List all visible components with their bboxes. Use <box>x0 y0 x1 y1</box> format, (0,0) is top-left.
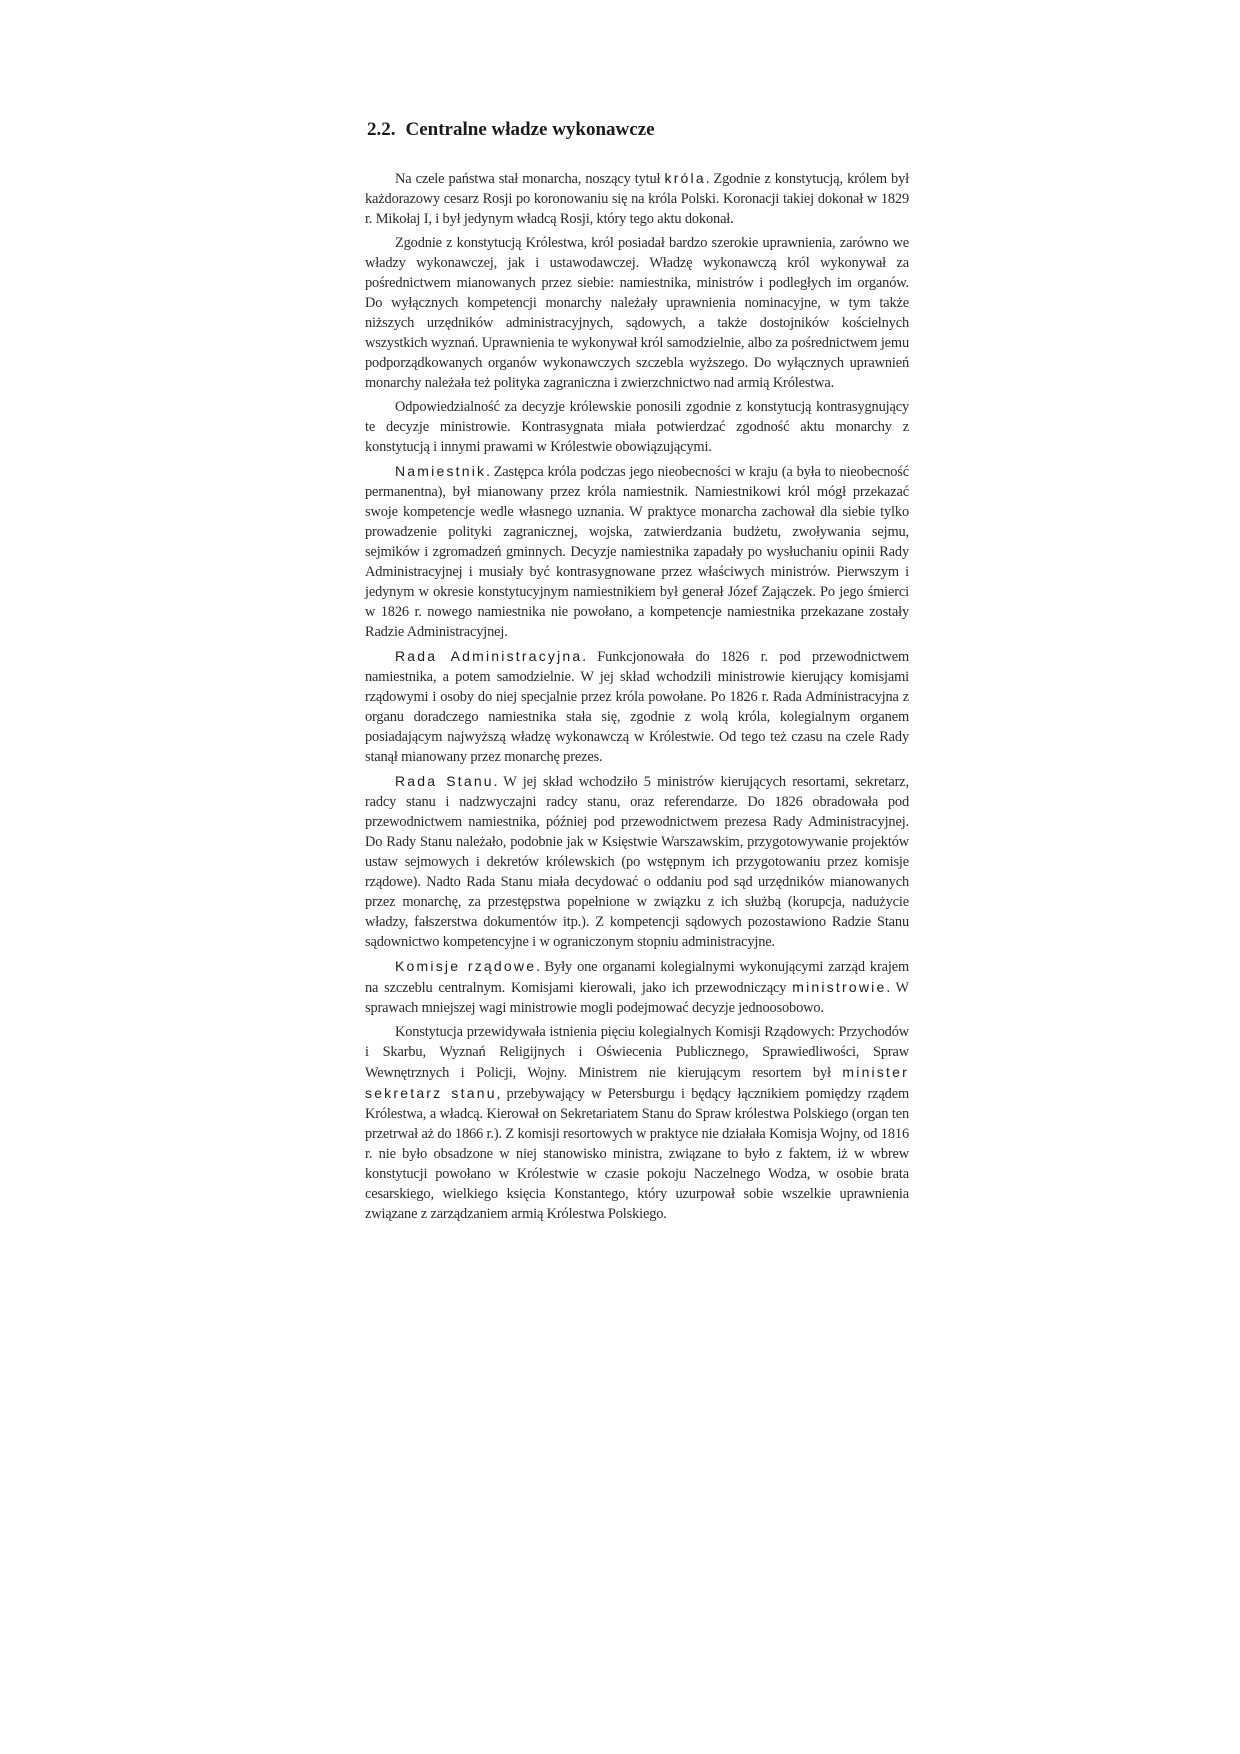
paragraph-text: . W jej skład wchodziło 5 ministrów kierujących resortami, sekretarz, radcy stanu i nadzwyczajni radcy stanu, oraz referendarze. Do 1826 obradowała pod przewodnictwem namiestnika, później pod przewodnictwem prezesa Rady Administracyjnej. Do Rady Stanu należało, podobnie jak w Księstwie Warszawskim, przygotowywanie projektów ustaw sejmowych i dekretów królewskich (po wstępnym ich przygotowaniu przez komisje rządowe). Nadto Rada Stanu miała decydować o oddaniu pod sąd urzędników mianowanych przez monarchę, za przestępstwa popełnione w związku z ich służbą (korupcja, nadużycie władzy, fałszerstwa dokumentów itp.). Z kompetencji sądowych pozostawiono Radzie Stanu sądownictwo kompetencyjne i w ograniczonym stopniu administracyjne. <box>365 774 909 950</box>
emphasized-term: Komisje rządowe <box>395 958 537 974</box>
paragraph <box>365 956 909 1018</box>
section-number: 2.2. <box>367 119 396 140</box>
emphasized-term: ministrowie <box>792 979 887 995</box>
section-title: Centralne władze wykonawcze <box>405 119 655 140</box>
paragraph-text: . Zgodnie z konstytucją, królem był każdorazowy cesarz Rosji po koronowaniu się na króla Polski. Koronacji takiej dokonał w 1829 r. Mikołaj I, i był jedynym władcą Rosji, który tego aktu dokonał. <box>365 171 909 227</box>
paragraph <box>365 771 909 952</box>
paragraph-text: . Zastępca króla podczas jego nieobecności w kraju (a była to nieobecność permanentna), był mianowany przez króla namiestnik. Namiestnikowi król mógł przekazać swoje kompetencje wedle własnego uznania. W praktyce monarcha zachował dla siebie tylko prowadzenie polityki zagranicznej, wojska, zatwierdzania budżetu, zwoływania sejmu, sejmików i zgromadzeń gminnych. Decyzje namiestnika zapadały po wysłuchaniu opinii Rady Administracyjnej i musiały być kontrasygnowane przez właściwych ministrów. Pierwszym i jedynym w okresie konstytucyjnym namiestnikiem był generał Józef Zajączek. Po jego śmierci w 1826 r. nowego namiestnika nie powołano, a kompetencje namiestnika przekazane zostały Radzie Administracyjnej. <box>365 464 909 640</box>
paragraph <box>365 461 909 642</box>
document-page <box>365 118 909 1228</box>
paragraph <box>365 1022 909 1224</box>
emphasized-term: Rada Administracyjna <box>395 648 583 664</box>
emphasized-term: króla <box>664 170 706 186</box>
emphasized-term: Rada Stanu <box>395 773 494 789</box>
paragraph <box>365 168 909 229</box>
paragraph-text: , przebywający w Petersburgu i będący łącznikiem pomiędzy rządem Królestwa, a władcą. Kierował on Sekretariatem Stanu do Spraw królestwa Polskiego (organ ten przetrwał aż do 1866 r.). Z komisji resortowych w praktyce nie działała Komisja Wojny, od 1816 r. nie było obsadzone w niej stanowisko ministra, związane to było z faktem, iż w wbrew konstytucji powołano w Królestwie w czasie pokoju Naczelnego Wodza, w osobie brata cesarskiego, wielkiego księcia Konstantego, który uzurpował sobie wszelkie uprawnienia związane z zarządzaniem armią Królestwa Polskiego. <box>365 1086 909 1222</box>
paragraph-text: . W sprawach mniejszej wagi ministrowie mogli podejmować decyzje jednoosobowo. <box>365 980 909 1016</box>
paragraph-text: Odpowiedzialność za decyzje królewskie ponosili zgodnie z konstytucją kontrasygnujący te decyzje ministrowie. Kontrasygnata miała potwierdzać zgodność aktu monarchy z konstytucją i innymi prawami w Królestwie obowiązującymi. <box>365 399 909 455</box>
paragraph-text: Na czele państwa stał monarcha, noszący tytuł <box>395 171 665 187</box>
paragraph <box>365 646 909 767</box>
paragraph <box>365 233 909 393</box>
paragraph-text: . Funkcjonowała do 1826 r. pod przewodnictwem namiestnika, a potem samodzielnie. W jej skład wchodzili ministrowie kierujący komisjami rządowymi i osoby do niej specjalnie przez króla powołane. Po 1826 r. Rada Administracyjna z organu doradczego namiestnika stała się, zgodnie z wolą króla, kolegialnym organem posiadającym najwyższą władzę wykonawczą w Królestwie. Od tego też czasu na czele Rady stanął mianowany przez monarchę prezes. <box>365 649 909 765</box>
body-text <box>365 168 909 1224</box>
paragraph-text: Konstytucja przewidywała istnienia pięciu kolegialnych Komisji Rządowych: Przychodów i Skarbu, Wyznań Religijnych i Oświecenia Publicznego, Sprawiedliwości, Spraw Wewnętrznych i Policji, Wojny. Ministrem nie kierującym resortem był <box>365 1024 909 1081</box>
emphasized-term: minister sekretarz stanu <box>365 1064 909 1101</box>
paragraph-text: . Były one organami kolegialnymi wykonującymi zarząd krajem na szczeblu centralnym. Komisjami kierowali, jako ich przewodniczący <box>365 959 909 996</box>
emphasized-term: Namiestnik <box>395 463 487 479</box>
section-heading <box>367 118 909 142</box>
paragraph-text: Zgodnie z konstytucją Królestwa, król posiadał bardzo szerokie uprawnienia, zarówno we władzy wykonawczej, jak i ustawodawczej. Władzę wykonawczą król wykonywał za pośrednictwem mianowanych przez siebie: namiestnika, ministrów i podległych im organów. Do wyłącznych kompetencji monarchy należały uprawnienia nominacyjne, w tym także niższych urzędników administracyjnych, sądowych, a także dostojników kościelnych wszystkich wyznań. Uprawnienia te wykonywał król samodzielnie, albo za pośrednictwem jemu podporządkowanych organów wykonawczych szczebla wyższego. Do wyłącznych uprawnień monarchy należała też polityka zagraniczna i zwierzchnictwo nad armią Królestwa. <box>365 235 909 391</box>
paragraph <box>365 397 909 457</box>
